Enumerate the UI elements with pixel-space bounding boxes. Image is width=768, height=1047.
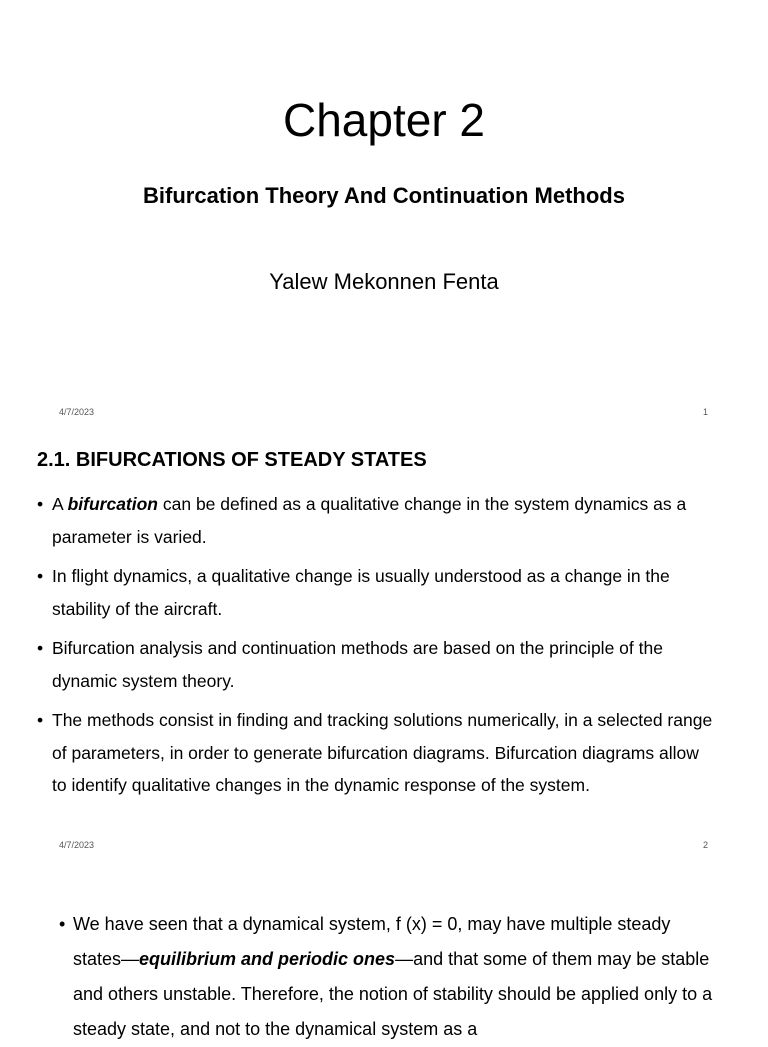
slide-title: Chapter 2 bbox=[282, 94, 485, 146]
slide-heading: 2.1. BIFURCATIONS OF STEADY STATES bbox=[37, 449, 427, 471]
bullet-text: The methods consist in finding and tracking solutions numerically, in a selected range of parameters, in order to generate bifurcation diagrams. Bifurcation diagrams allow to identify qualitative changes in the dynamic response of the system. bbox=[52, 710, 713, 795]
bullet-item bbox=[37, 704, 717, 802]
bullet-list bbox=[37, 488, 717, 809]
bullet-list bbox=[59, 907, 719, 1047]
bullet-item bbox=[37, 488, 717, 553]
content-slide-bifurcations bbox=[0, 430, 768, 860]
slide-subtitle: Bifurcation Theory And Continuation Methods bbox=[143, 183, 625, 208]
bullet-text: A bbox=[52, 494, 68, 514]
bullet-text: Bifurcation analysis and continuation methods are based on the principle of the dynamic system theory. bbox=[52, 638, 663, 691]
bullet-item bbox=[37, 632, 717, 697]
slide-date: 4/7/2023 bbox=[59, 840, 95, 850]
content-slide-steady-states bbox=[0, 860, 768, 1039]
title-slide bbox=[0, 0, 768, 430]
bullet-emphasis: equilibrium and periodic ones bbox=[139, 949, 396, 969]
bullet-text: We have seen that a dynamical system, f (x) = 0, may have multiple steady states— bbox=[73, 914, 671, 969]
slide-page-number: 1 bbox=[702, 407, 708, 417]
bullet-text: —and that some of them may be stable and others unstable. Therefore, the notion of stability should be applied only to a steady state, and not to the dynamical system as a bbox=[73, 949, 713, 1039]
bullet-text: In flight dynamics, a qualitative change is usually understood as a change in the stability of the aircraft. bbox=[52, 566, 670, 619]
slide-date: 4/7/2023 bbox=[59, 407, 95, 417]
bullet-text: can be defined as a qualitative change in the system dynamics as a parameter is varied. bbox=[52, 494, 687, 547]
author-name: Yalew Mekonnen Fenta bbox=[269, 269, 499, 294]
bullet-emphasis: bifurcation bbox=[67, 494, 158, 514]
bullet-item bbox=[37, 560, 717, 625]
slide-page-number: 2 bbox=[702, 840, 708, 850]
bullet-item bbox=[59, 907, 719, 1047]
